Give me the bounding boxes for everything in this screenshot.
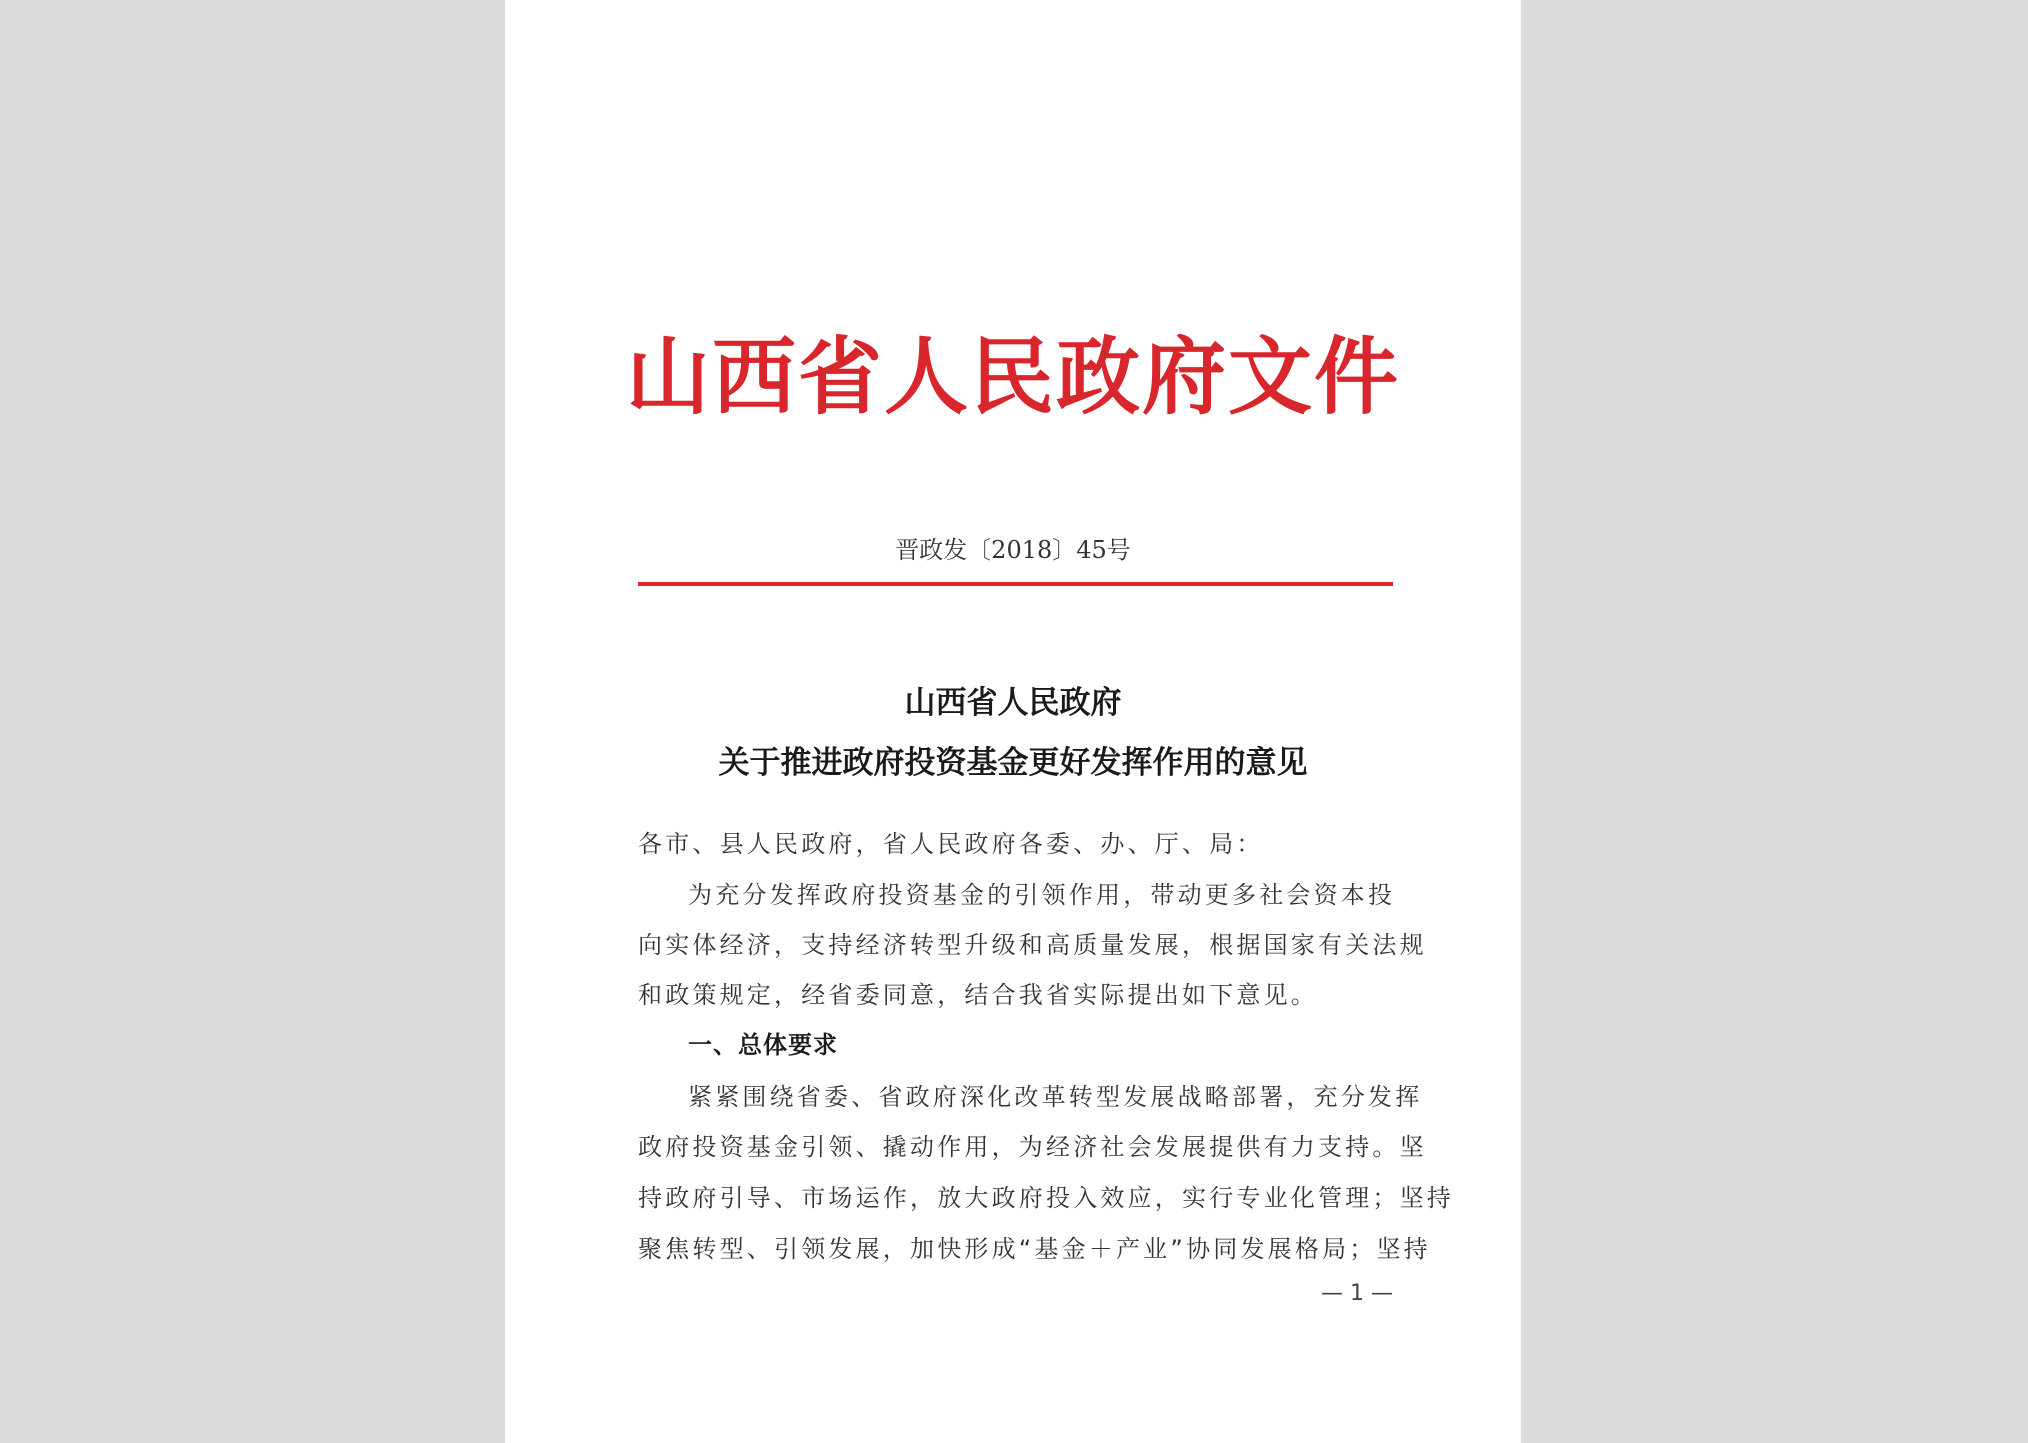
paragraph-1-line: 向实体经济，支持经济转型升级和高质量发展，根据国家有关法规 — [638, 931, 1427, 959]
paragraph-2-line: 聚焦转型、引领发展，加快形成“基金＋产业”协同发展格局；坚持 — [638, 1235, 1431, 1263]
document-title-line-2: 关于推进政府投资基金更好发挥作用的意见 — [718, 745, 1308, 781]
salutation: 各市、县人民政府，省人民政府各委、办、厅、局： — [638, 830, 1264, 858]
paragraph-1-line: 为充分发挥政府投资基金的引领作用，带动更多社会资本投 — [688, 881, 1396, 909]
document-page — [505, 0, 1521, 1443]
document-masthead: 山西省人民政府文件 — [625, 327, 1400, 426]
paragraph-2-line: 政府投资基金引领、撬动作用，为经济社会发展提供有力支持。坚 — [638, 1133, 1427, 1161]
paragraph-2-line: 持政府引导、市场运作，放大政府投入效应，实行专业化管理；坚持 — [638, 1184, 1454, 1212]
document-title-line-1: 山西省人民政府 — [904, 685, 1122, 721]
section-heading-1: 一、总体要求 — [688, 1031, 838, 1059]
paragraph-2-line: 紧紧围绕省委、省政府深化改革转型发展战略部署，充分发挥 — [688, 1083, 1423, 1111]
document-number: 晋政发〔2018〕45号 — [895, 536, 1131, 564]
paragraph-1-line: 和政策规定，经省委同意，结合我省实际提出如下意见。 — [638, 981, 1318, 1009]
masthead-divider — [638, 582, 1393, 586]
page-number: — 1 — — [1321, 1281, 1393, 1306]
